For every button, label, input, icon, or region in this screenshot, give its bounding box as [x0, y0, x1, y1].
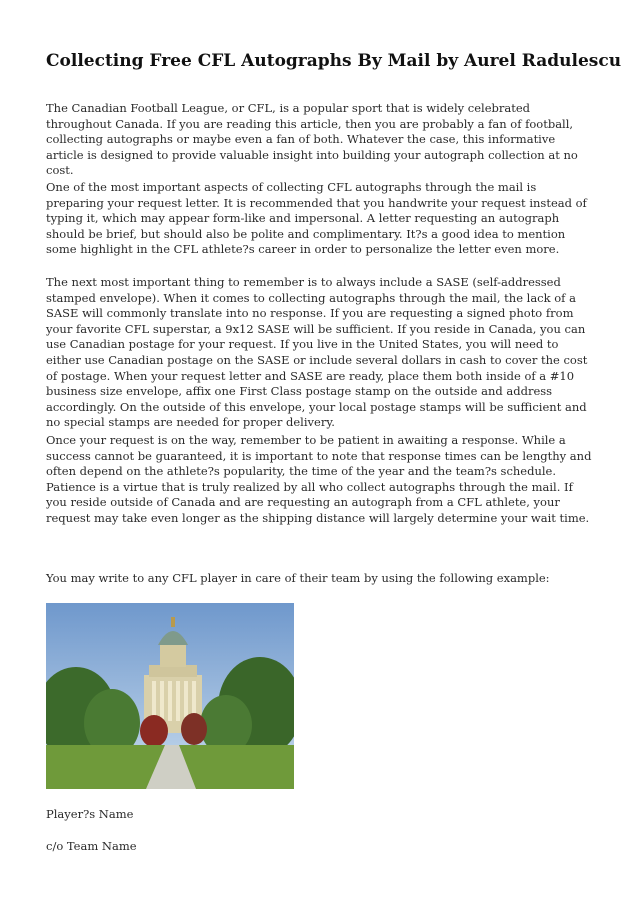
paragraph-sase: The next most important thing to remember is to always include a SASE (self-addressed stamped envelope). When it comes to collecting autographs through the mail, the lack of a SASE will commonly translate into no response. If you are requesting a signed photo from your favorite CFL superstar, a 9x12 SASE will be sufficient. If you reside in Canada, you can use Canadian postage for your request. If you live in the United States, you will need to either use Canadian postage on the SASE or include several dollars in cash to cover the cost of postage. When your request letter and SASE are ready, place them both inside of a #10 business size envelope, affix one First Class postage stamp on the outside and address accordingly. On the outside of this envelope, your local postage stamps will be sufficient and no special stamps are needed for proper delivery.: [46, 275, 588, 430]
address-line-player: Player?s Name: [46, 807, 134, 821]
address-line-team: c/o Team Name: [46, 839, 137, 853]
article-title: Collecting Free CFL Autographs By Mail by Aurel Radulescu: [46, 51, 622, 71]
legislative-building-photo: [46, 603, 294, 789]
paragraph-example-intro: You may write to any CFL player in care of their team by using the following example:: [46, 571, 550, 585]
paragraph-patience: Once your request is on the way, remember to be patient in awaiting a response. While a success cannot be guaranteed, it is important to note that response times can be lengthy and often depend on the athlete?s popularity, the time of the year and the team?s schedule. Patience is a virtue that is truly realized by all who collect autographs through the mail. If you reside outside of Canada and are requesting an autograph from a CFL athlete, your request may take even longer as the shipping distance will largely determine your wait time.: [46, 433, 592, 525]
paragraph-intro: The Canadian Football League, or CFL, is a popular sport that is widely celebrated throughout Canada. If you are reading this article, then you are probably a fan of football, collecting autographs or maybe even a fan of both. Whatever the case, this informative article is designed to provide valuable insight into building your autograph collection at no cost.: [46, 101, 578, 178]
paragraph-request-letter: One of the most important aspects of collecting CFL autographs through the mail is preparing your request letter. It is recommended that you handwrite your request instead of typing it, which may appear form-like and impersonal. A letter requesting an autograph should be brief, but should also be polite and complimentary. It?s a good idea to mention some highlight in the CFL athlete?s career in order to personalize the letter even more.: [46, 180, 587, 257]
